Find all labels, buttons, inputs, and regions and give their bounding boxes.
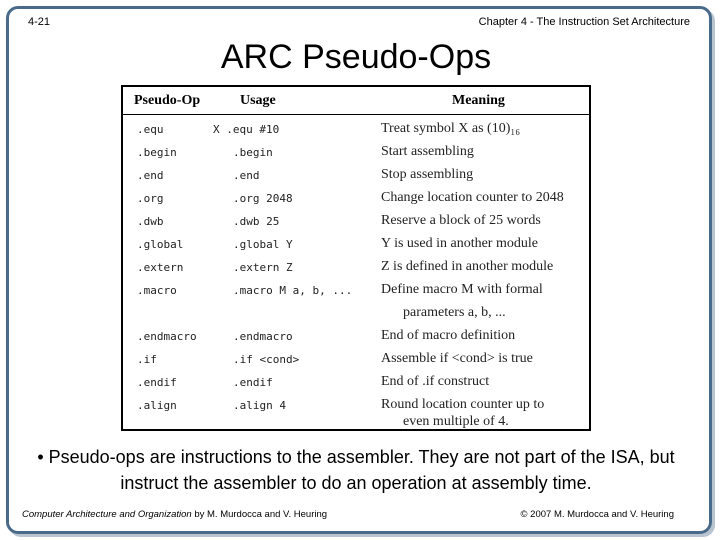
meaning-cell: Z is defined in another module [381,259,554,274]
pseudo-op-cell: .org [137,192,164,205]
table-row [123,236,589,258]
slide-title: ARC Pseudo-Ops [220,38,492,76]
usage-cell: .dwb 25 [233,215,280,228]
meaning-cell: Start assembling [381,144,474,159]
table-row [123,305,589,327]
column-header-pseudo-op: Pseudo-Op [134,93,201,108]
usage-cell: .align 4 [233,399,286,412]
meaning-cell: Change location counter to 2048 [381,190,564,205]
meaning-cell: Assemble if <cond> is true [381,351,533,366]
table-row [123,190,589,212]
pseudo-op-cell: .align [137,399,177,412]
table-row [123,282,589,304]
footer-book-title: Computer Architecture and Organization [22,509,192,520]
footer-authors: by M. Murdocca and V. Heuring [191,509,328,520]
pseudo-op-cell: .extern [137,261,184,274]
meaning-cell: End of macro definition [381,328,516,343]
usage-cell: .extern Z [233,261,293,274]
header-divider [123,114,589,115]
meaning-cell: End of .if construct [381,374,490,389]
meaning-cell: Treat symbol X as (10)₁₆ [381,121,521,136]
meaning-cell: Stop assembling [381,167,474,182]
pseudo-op-cell: .equ [137,123,164,136]
table-row [123,144,589,166]
usage-cell: .begin [233,146,273,159]
footer-copyright: © 2007 M. Murdocca and V. Heuring [520,509,674,520]
usage-cell: .endmacro [233,330,293,343]
bullet-text: • Pseudo-ops are instructions to the assembler. They are not part of the ISA, but instruct the assembler to do an operation at assembly time. [37,447,675,493]
table-row [123,213,589,235]
meaning-cell: parameters a, b, ... [403,305,506,320]
meaning-cell: Define macro M with formal [381,282,543,297]
meaning-cell: even multiple of 4. [403,414,509,429]
pseudo-op-cell: .begin [137,146,177,159]
column-header-meaning: Meaning [452,93,505,108]
table-row [123,259,589,281]
meaning-cell: Reserve a block of 25 words [381,213,541,228]
usage-cell: .macro M a, b, ... [233,284,353,297]
usage-cell: .end [233,169,260,182]
footer-book [22,509,327,520]
column-header-usage: Usage [240,93,276,108]
chapter-title: Chapter 4 - The Instruction Set Architecture [478,16,690,28]
pseudo-op-cell: .dwb [137,215,164,228]
usage-cell: .org 2048 [233,192,293,205]
table-row [123,167,589,189]
pseudo-op-cell: .end [137,169,164,182]
usage-cell: .if <cond> [233,353,300,366]
pseudo-op-cell: .global [137,238,184,251]
slide-number: 4-21 [28,16,51,28]
pseudo-ops-table [121,85,591,431]
pseudo-op-cell: .if [137,353,157,366]
usage-cell: .global Y [233,238,293,251]
usage-cell: .endif [233,376,273,389]
table-row [123,351,589,373]
table-row [123,374,589,396]
table-row [123,121,589,143]
pseudo-op-cell: .endif [137,376,177,389]
pseudo-op-cell: .macro [137,284,177,297]
table-row [123,414,589,436]
meaning-cell: Y is used in another module [381,236,538,251]
pseudo-op-cell: .endmacro [137,330,197,343]
table-row [123,328,589,350]
usage-cell: X .equ #10 [213,123,280,136]
meaning-cell: Round location counter up to [381,397,545,412]
